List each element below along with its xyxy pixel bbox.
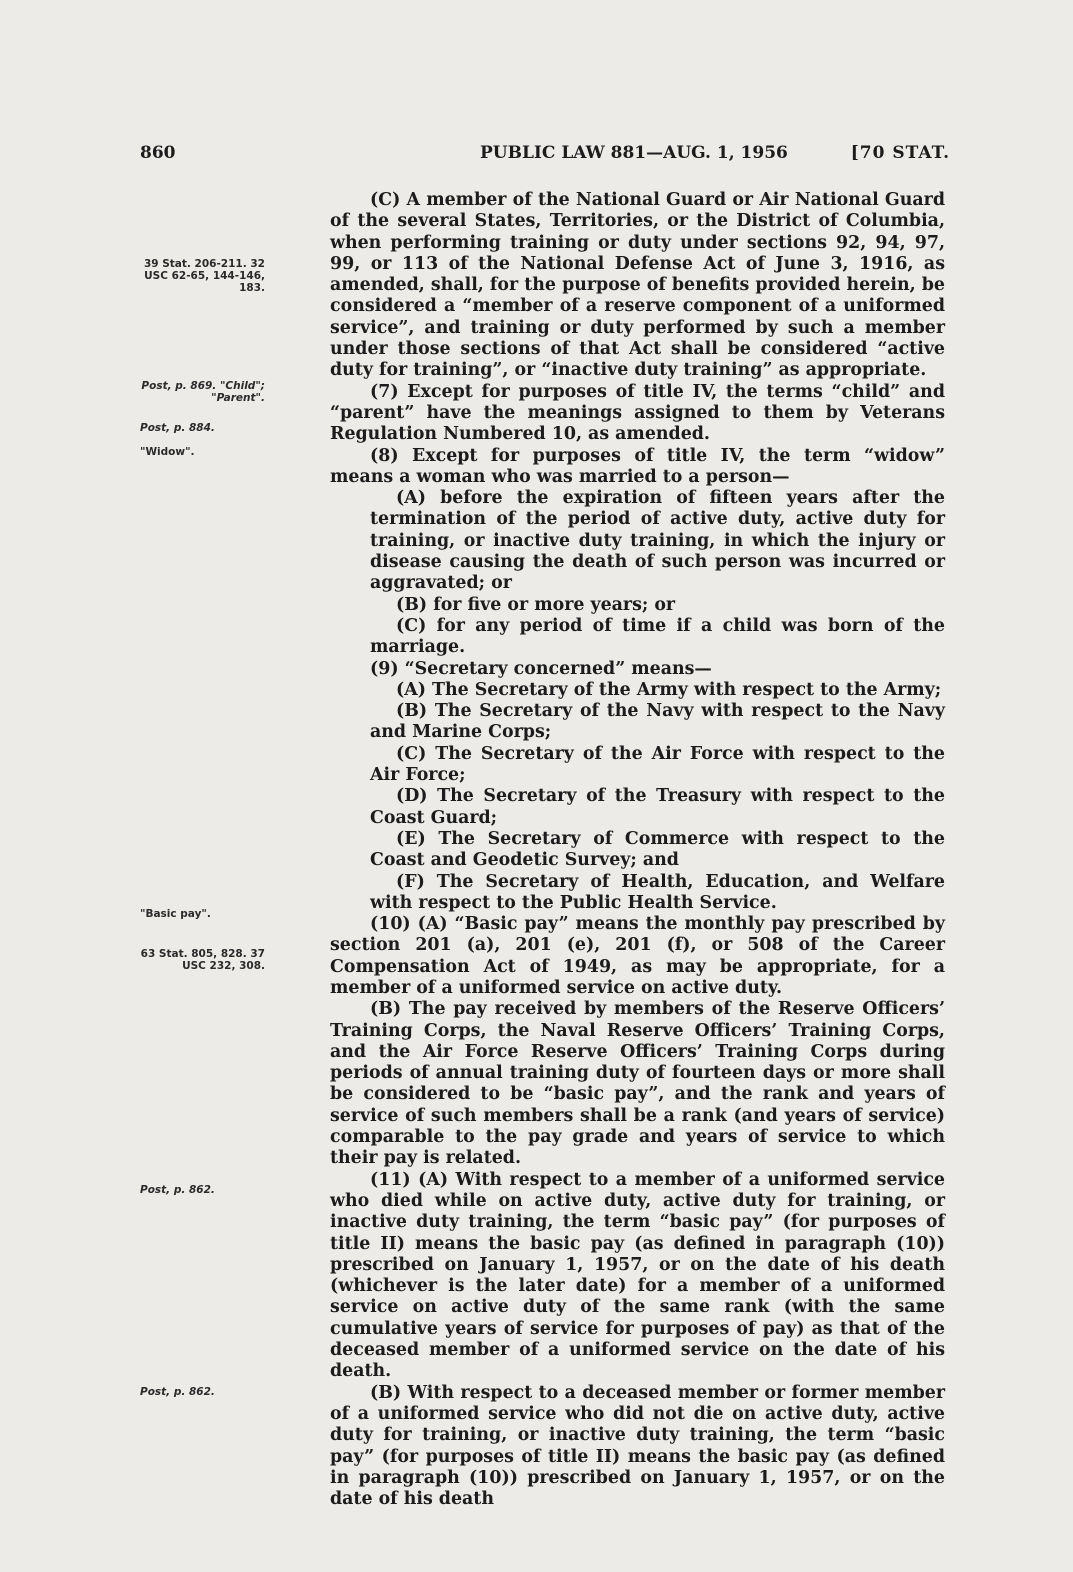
paragraph: (9) “Secretary concerned” means— bbox=[370, 658, 712, 679]
paragraph: (D) The Secretary of the Treasury with respect to the Coast Guard; bbox=[370, 786, 945, 828]
margin-note-basic-pay: "Basic pay". bbox=[140, 908, 211, 920]
body-text bbox=[330, 190, 945, 1510]
paragraph: (A) The Secretary of the Army with respect to the Army; bbox=[396, 679, 942, 700]
paragraph: (C) for any period of time if a child was born of the marriage. bbox=[370, 615, 945, 658]
paragraph: (C) The Secretary of the Air Force with respect to the Air Force; bbox=[370, 743, 945, 786]
paragraph: (B) The pay received by members of the Reserve Officers’ Training Corps, the Naval Reserve Officers’ Training Corps, and the Air Force Reserve Officers’ Training Corps during periods of annual training duty of fourteen days or more shall be considered to be “basic pay”, and the rank and years of service of such members shall be a rank (and years of service) comparable to the pay grade and years of service to which their pay is related. bbox=[330, 999, 945, 1169]
margin-note-post-3: Post, p. 862. bbox=[140, 1386, 215, 1398]
paragraph: (B) for five or more years; or bbox=[396, 594, 676, 615]
margin-note-post: Post, p. 884. bbox=[140, 422, 215, 434]
paragraph: (A) before the expiration of fifteen years after the termination of the period of active duty, active duty for training, or inactive duty training, in which the injury or disease causing the death of such person was incurred or aggravated; or bbox=[370, 488, 945, 594]
margin-note-citation-2: 63 Stat. 805, 828. 37 USC 232, 308. bbox=[140, 948, 265, 972]
margin-note-post-2: Post, p. 862. bbox=[140, 1184, 215, 1196]
paragraph: (7) Except for purposes of title IV, the terms “child” and “parent” have the meanings assigned to them by Veterans Regulation Numbered 10, as amended. bbox=[330, 381, 945, 445]
page-number: 860 bbox=[140, 143, 176, 163]
paragraph: (10) (A) “Basic pay” means the monthly pay prescribed by section 201 (a), 201 (e), 201 (f), or 508 of the Career Compensation Act of 1949, as may be appropriate, for a member of a uniformed service on active duty. bbox=[330, 914, 945, 998]
margin-note-widow: "Widow". bbox=[140, 446, 195, 458]
paragraph: (C) A member of the National Guard or Air National Guard of the several States, Territories, or the District of Columbia, when performing training or duty under sections 92, 94, 97, 99, or 113 of the National Defense Act of June 3, 1916, as amended, shall, for the purpose of benefits provided herein, be considered a “member of a reserve component of a uniformed service”, and training or duty performed by such a member under those sections of that Act shall be considered “active duty for training”, or “inactive duty training” as appropriate. bbox=[330, 190, 945, 381]
paragraph: (F) The Secretary of Health, Education, and Welfare with respect to the Public Health Service. bbox=[370, 871, 945, 913]
page-header bbox=[140, 143, 950, 169]
paragraph: (8) Except for purposes of title IV, the term “widow” means a woman who was married to a person— bbox=[330, 445, 945, 487]
margin-note-citation: 39 Stat. 206-211. 32 USC 62-65, 144-146, 183. bbox=[143, 258, 265, 294]
paragraph: (B) The Secretary of the Navy with respect to the Navy and Marine Corps; bbox=[370, 701, 945, 743]
paragraph: (11) (A) With respect to a member of a uniformed service who died while on active duty, active duty for training, or inactive duty training, the term “basic pay” (for purposes of title II) means the basic pay (as defined in paragraph (10)) prescribed on January 1, 1957, or on the date of his death (whichever is the later date) for a member of a uniformed service on active duty of the same rank (with the same cumulative years of service for purposes of pay) as that of the deceased member of a uniformed service on the date of his death. bbox=[330, 1169, 945, 1382]
paragraph: (B) With respect to a deceased member or former member of a uniformed service who did not die on active duty, active duty for training, or inactive duty training, the term “basic pay” (for purposes of title II) means the basic pay (as defined in paragraph (10)) prescribed on January 1, 1957, or on the date of his death bbox=[330, 1382, 945, 1510]
statute-reference: [70 STAT. bbox=[850, 143, 950, 163]
paragraph: (E) The Secretary of Commerce with respect to the Coast and Geodetic Survey; and bbox=[370, 828, 945, 871]
margin-note-child-parent: Post, p. 869. "Child"; "Parent". bbox=[141, 380, 265, 404]
running-title: PUBLIC LAW 881—AUG. 1, 1956 bbox=[480, 143, 788, 163]
